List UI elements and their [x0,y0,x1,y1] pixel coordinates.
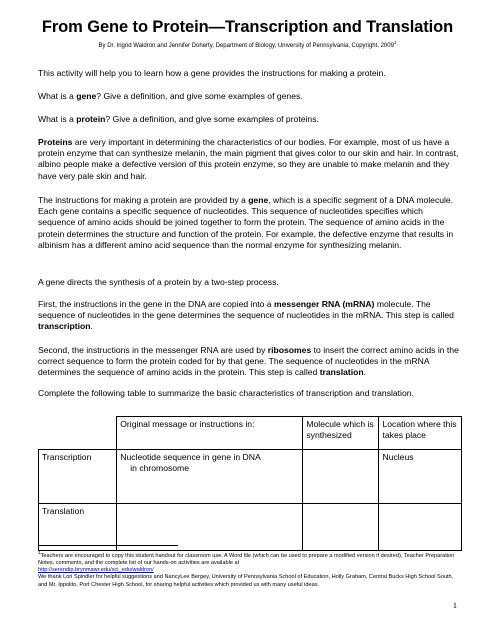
transcription-paragraph [38,299,462,333]
byline-text: By Dr. Ingrid Waldron and Jennifer Doherty, Department of Biology, University of Pennsylvania, Copyright, 2009 [98,43,394,49]
table-cell-molecule[interactable] [303,504,379,551]
two-step-paragraph: A gene directs the synthesis of a protein by a two-step process. [38,277,279,287]
byline [0,40,495,49]
gene-paragraph-term: gene [248,195,269,205]
proteins-paragraph [38,137,462,182]
question-protein-term: protein [76,114,106,124]
gene-paragraph-text: , which is a specific segment of a DNA molecule. Each gene contains a specific sequence of nucleotides. This sequence of nucleotides specifies which sequence of amino acids should be joined together to form the protein. The sequence of amino acids in the protein determines the structure and function of the protein. For example, the defective enzyme that results in albinism has a different amino acid sequence than the normal enzyme for synthesizing melanin. [38,195,454,250]
table-cell-location[interactable] [379,504,462,551]
table-header-molecule: Molecule which is synthesized [303,417,379,450]
gene-paragraph-pre: The instructions for making a protein are provided by a [38,195,249,205]
translation-post: . [363,367,367,378]
table-header-location: Location where this takes place [379,417,462,450]
transcription-pre: First, the instructions in the gene in the DNA are copied into a [38,299,274,309]
question-gene-term: gene [76,91,97,101]
table-row [39,450,462,504]
table-intro-paragraph: Complete the following table to summarize the basic characteristics of transcription and translation. [38,388,414,398]
table-header-empty [39,417,117,450]
gene-paragraph [38,195,462,251]
question-gene-pre: What is a [38,91,77,101]
footnote [38,549,462,589]
page-number: 1 [452,600,457,610]
page-title: From Gene to Protein—Transcription and Translation [41,18,454,36]
footnote-text: Teachers are encouraged to copy this student handout for classroom use. A Word file (which can be used to prepare a modified version if desired), Teacher Preparation Notes, comments, and the complete list of our hands-on activities are available at [38,552,455,567]
translation-pre: Second, the instructions in the messenger RNA are used by [38,345,268,355]
mrna-term: messenger RNA (mRNA) [273,299,375,309]
table-row [39,504,462,551]
footnote-marker: 1 [38,550,41,555]
transcription-term: transcription [38,321,91,332]
question-gene-post: ? Give a definition, and give some examples of genes. [96,91,303,101]
table-cell-molecule[interactable] [303,450,379,504]
footnote-acknowledgements: We thank Lori Spindler for helpful suggestions and NancyLee Bergey, University of Pennsylvania School of Education, Holly Graham, Central Bucks High School South, and Mr. Ippolito, Port Chester High School, for sharing helpful activities which provided us with many useful ideas. [38,574,454,588]
table-cell-original-message [117,450,303,504]
summary-table [38,416,462,551]
table-cell-location: Nucleus [379,450,462,504]
table-cell-step: Translation [39,504,117,551]
question-protein-post: ? Give a definition, and give some examples of proteins. [105,114,319,124]
footnote-link[interactable]: http://serendip.brynmawr.edu/sci_edu/waldron/ [38,567,154,574]
translation-mid: to insert the correct amino acids in the correct sequence to form the protein coded for by that gene. The sequence of nucleotides in the mRNA determines the sequence of amino acids in the protein. This step is called [38,345,459,378]
transcription-mid: molecule. The sequence of nucleotides in the gene determines the sequence of nucleotides in the mRNA. This step is called [38,299,454,321]
proteins-term: Proteins [38,137,73,147]
ribosomes-term: ribosomes [267,345,312,355]
table-cell-step: Transcription [39,450,117,504]
translation-paragraph [38,345,462,379]
table-header-original-message: Original message or instructions in: [117,417,303,450]
table-header-row [39,417,462,450]
question-gene [38,91,462,102]
table-cell-original-message[interactable] [117,504,303,551]
proteins-text: are very important in determining the characteristics of our bodies. For example, most of us have a protein enzyme that can synthesize melanin, the main pigment that gives color to our skin and hair. In contrast, albino people make a defective version of this protein enzyme, so they are unable to make melanin and they have very pale skin and hair. [38,137,459,181]
intro-paragraph: This activity will help you to learn how a gene provides the instructions for making a protein. [38,68,386,78]
question-protein-pre: What is a [38,114,77,124]
question-protein [38,114,462,125]
table-cell-original-message-line1: Nucleotide sequence in gene in DNA [120,452,261,462]
footnote-divider [38,545,178,546]
translation-term: translation [319,367,364,378]
table-cell-original-message-line2: in chromosome [130,462,189,473]
byline-footnote-marker: 1 [393,40,397,45]
transcription-post: . [90,321,93,332]
